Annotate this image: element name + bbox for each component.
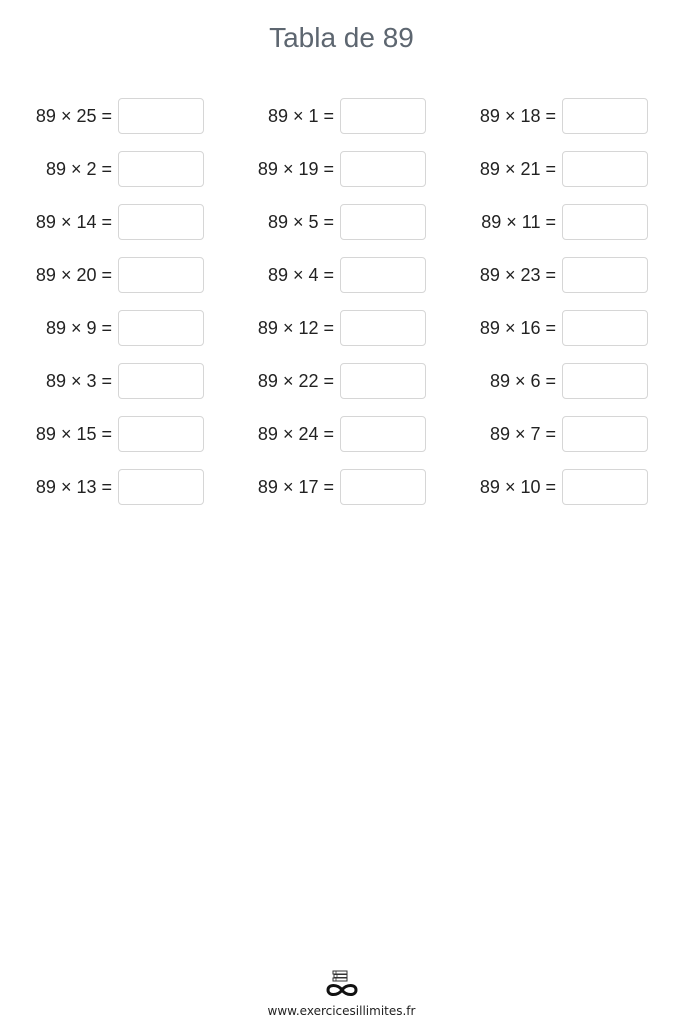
equation-label: 89 × 22 = — [257, 370, 334, 391]
answer-input[interactable] — [562, 98, 648, 134]
answer-input[interactable] — [340, 204, 426, 240]
exercise-row — [444, 467, 648, 507]
equation-label: 89 × 13 = — [35, 476, 112, 497]
equation-label: 89 × 17 = — [257, 476, 334, 497]
answer-input[interactable] — [118, 151, 204, 187]
exercise-row — [222, 255, 426, 295]
answer-input[interactable] — [118, 469, 204, 505]
answer-input[interactable] — [562, 257, 648, 293]
equation-label: 89 × 5 = — [267, 211, 334, 232]
equation-label: 89 × 9 = — [45, 317, 112, 338]
exercise-row — [0, 202, 204, 242]
exercise-row — [222, 96, 426, 136]
site-url: www.exercicesillimites.fr — [267, 1004, 416, 1018]
equation-label: 89 × 2 = — [45, 158, 112, 179]
answer-input[interactable] — [118, 204, 204, 240]
exercise-row — [444, 414, 648, 454]
answer-input[interactable] — [340, 416, 426, 452]
answer-input[interactable] — [340, 257, 426, 293]
exercise-row — [444, 361, 648, 401]
exercise-column-2 — [222, 96, 412, 520]
answer-input[interactable] — [340, 363, 426, 399]
equation-label: 89 × 12 = — [257, 317, 334, 338]
equation-label: 89 × 1 = — [267, 105, 334, 126]
answer-input[interactable] — [562, 469, 648, 505]
exercise-row — [444, 308, 648, 348]
exercise-row — [0, 149, 204, 189]
equation-label: 89 × 20 = — [35, 264, 112, 285]
exercise-row — [222, 414, 426, 454]
exercise-row — [444, 96, 648, 136]
answer-input[interactable] — [118, 310, 204, 346]
exercise-row — [222, 149, 426, 189]
infinity-books-logo-icon — [324, 968, 360, 1000]
answer-input[interactable] — [340, 310, 426, 346]
answer-input[interactable] — [562, 310, 648, 346]
equation-label: 89 × 23 = — [479, 264, 556, 285]
exercise-column-1 — [0, 96, 190, 520]
answer-input[interactable] — [118, 416, 204, 452]
answer-input[interactable] — [118, 363, 204, 399]
equation-label: 89 × 19 = — [257, 158, 334, 179]
answer-input[interactable] — [562, 204, 648, 240]
equation-label: 89 × 15 = — [35, 423, 112, 444]
exercise-row — [0, 361, 204, 401]
exercise-row — [444, 149, 648, 189]
answer-input[interactable] — [562, 363, 648, 399]
exercise-row — [222, 361, 426, 401]
exercise-row — [0, 308, 204, 348]
page-title: Tabla de 89 — [269, 22, 414, 53]
equation-label: 89 × 18 = — [479, 105, 556, 126]
equation-label: 89 × 7 = — [489, 423, 556, 444]
equation-label: 89 × 21 = — [479, 158, 556, 179]
equation-label: 89 × 6 = — [489, 370, 556, 391]
answer-input[interactable] — [340, 98, 426, 134]
footer — [0, 968, 683, 1018]
exercise-row — [0, 96, 204, 136]
exercise-row — [222, 308, 426, 348]
equation-label: 89 × 11 = — [481, 211, 556, 232]
equation-label: 89 × 25 = — [35, 105, 112, 126]
equation-label: 89 × 4 = — [267, 264, 334, 285]
answer-input[interactable] — [562, 416, 648, 452]
answer-input[interactable] — [118, 257, 204, 293]
equation-label: 89 × 3 = — [45, 370, 112, 391]
answer-input[interactable] — [340, 469, 426, 505]
exercise-row — [0, 467, 204, 507]
answer-input[interactable] — [118, 98, 204, 134]
answer-input[interactable] — [562, 151, 648, 187]
equation-label: 89 × 10 = — [479, 476, 556, 497]
equation-label: 89 × 24 = — [257, 423, 334, 444]
answer-input[interactable] — [340, 151, 426, 187]
exercise-row — [222, 467, 426, 507]
exercise-row — [444, 255, 648, 295]
equation-label: 89 × 16 = — [479, 317, 556, 338]
exercise-row — [0, 414, 204, 454]
exercise-row — [0, 255, 204, 295]
exercise-row — [444, 202, 648, 242]
exercise-row — [222, 202, 426, 242]
equation-label: 89 × 14 = — [35, 211, 112, 232]
exercise-column-3 — [444, 96, 634, 520]
